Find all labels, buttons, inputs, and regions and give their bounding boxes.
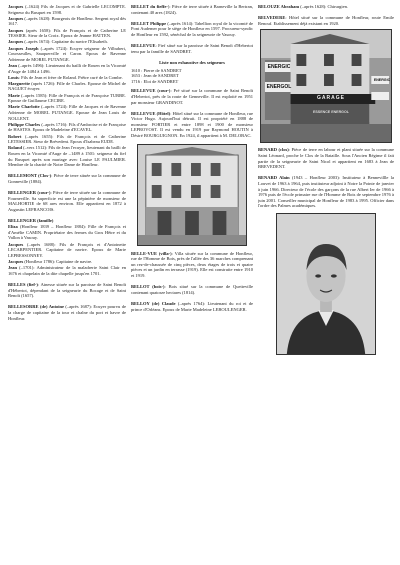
entry-headword: BELLESORRE (de) Antoine xyxy=(8,304,64,310)
entry-headword: Jacques xyxy=(8,4,24,9)
dictionary-entry xyxy=(8,134,126,145)
entry-text: (–après 1764): Lieutenant du roi et de prince d'Orléans. Epoux de Marie Madeleine LEBOULENGER. xyxy=(131,301,253,312)
entry-headword: Jacques xyxy=(8,259,24,265)
dictionary-entry xyxy=(8,104,126,121)
dictionary-entry xyxy=(131,21,253,38)
entry-text: (–après 1716): Fils d'Ambroise et de Françoise de HASTES. Epoux de Madeleine d'ECAVEL. xyxy=(8,121,126,133)
dictionary-entry xyxy=(8,28,126,39)
entry-headword: Marie xyxy=(8,92,20,98)
entry-text: (–après 1724): Fille de Jacques et de Ravenne Adrienne de MOREL PUTANGE. Epouse de Jean Louis de NOLLENT. xyxy=(8,104,126,121)
entry-text: (Honfleur 1786): Capitaine de navire. xyxy=(23,259,93,265)
entry-headword: Robert xyxy=(8,133,22,139)
entry-text: : Fief situé sur la paroisse de Saint Benoît d'Hebertot tenu par la famille de SANDRET. xyxy=(131,43,253,54)
entry-text: (–après 1724): Ecuyer seigneur de Vilbubert, Coursseulles, Sauquerville et Caron. Epoux de Ravenne Adrienne de MOREL PUTANGE. xyxy=(8,45,126,62)
left-column xyxy=(8,4,126,560)
sign-garage: GARAGE xyxy=(317,95,345,102)
entry-text: (Honfleur 1839 – Honfleur 1884): Fille de François et d'Amélie CAMIN. Propriétaire des fermes du Gros Hêtre et du Vallon à Vasouy. xyxy=(8,224,126,241)
dictionary-entry xyxy=(8,224,126,241)
entry-headword: BELLOT (bois-) xyxy=(131,284,165,290)
dictionary-entry xyxy=(8,4,126,15)
seigneur-list-item: 1610 : Pierre de SANDRET xyxy=(131,67,182,73)
entry-headword: BELLOY (de) Claude xyxy=(131,301,176,306)
dictionary-entry xyxy=(8,190,126,212)
sign-energic-1: ENERGIC xyxy=(267,64,291,71)
dictionary-entry xyxy=(8,282,126,299)
entry-text: (–1624) Fils de Jacques et de Gabrielle LECOMPTE. Seigneur du Busquet en 1598. xyxy=(8,4,126,15)
dictionary-entry xyxy=(8,218,126,224)
entry-text: (–après 1655): Fils de François et de Catherine LETESSIER. Sieur de Brévedent. Epoux d'Isabeau EUDE. xyxy=(8,133,126,145)
entry-headword: Louis xyxy=(8,74,19,80)
entry-headword: Jacques xyxy=(8,241,24,247)
dictionary-entry xyxy=(8,122,126,133)
dictionary-entry xyxy=(258,15,394,26)
entry-headword: BELLET du fieffe- xyxy=(131,4,168,9)
seigneur-list-item: 1716 : Eloi de SANDRET xyxy=(131,78,179,84)
entry-headword: BELVEDERE xyxy=(258,15,286,21)
entry-headword: Philippe Charles xyxy=(8,121,41,127)
dictionary-entry xyxy=(8,173,126,184)
signage-overlay xyxy=(261,30,391,142)
entry-text: (–après 1688): Fils de François et d'Antoinette LECARPENTIER. Capitaine de navire. Epoux de Marie LEPRESSONNEY. xyxy=(8,241,126,258)
alain-benard-portrait-photo xyxy=(276,213,376,355)
entry-headword: Marguerite xyxy=(8,80,30,86)
seigneur-list-item: 1653 : Jean de SANDRET xyxy=(131,73,179,79)
entry-headword: BENARD (clos) xyxy=(258,147,289,153)
dictionary-entry xyxy=(8,75,126,81)
entry-text: : Bois situé sur la commune de Quetteville contenant quatorze hectares (1814). xyxy=(131,284,253,295)
entry-headword: Marie Charlotte xyxy=(8,104,40,110)
dictionary-entry xyxy=(258,175,394,209)
sign-energic-2: ENERGIC xyxy=(373,78,391,83)
entry-text: (–après 1585): Fille de François et de Françoise TURBE. Epouse de Guillaume CECIRE. xyxy=(8,92,126,104)
entry-headword: BENARD Alain xyxy=(258,175,290,181)
sign-essence-energol: ESSENCE ENERGOL xyxy=(313,110,349,115)
entry-text: : Pièce de terre située sur la commune de Fourneville. Sa superficie est une la pépinière de monsieur de MALHORTIE de 68 ares environ. Elle appartient en 1872 à Augustin LEFRANCOIS. xyxy=(8,190,126,212)
dictionary-entry xyxy=(8,63,126,74)
entry-headword: BELOUZE Abraham xyxy=(258,4,300,9)
entry-text: : Hôtel situé sur la commune de Honfleur, route Emile Renouf. Etablissement déjà existant en 1920. xyxy=(258,15,394,26)
entry-text: (–1701): Administrateur de la maladrerie Saint Clair en 1676 et chapelain de la dite chapelle jusqu'en 1701. xyxy=(8,265,126,276)
entry-text: : Hôtel situé sur la commune de Honfleur, rue Victor Hugo. Aujourd'hui détruit. Il est propriété en 1888 de monsieur FORTIER et entre 1898 et 1900 de monsieur LEPROVOST. Il est vendu en 1919 par Raymond HOUTIN à Désiré BOURGUIGNON. En 1924, il appartient à M. DELOBAC. xyxy=(131,110,253,139)
dictionary-entry xyxy=(131,251,253,279)
entry-text: (–après 1628): Chirurgien. xyxy=(299,4,349,9)
sign-energol: ENERGOL xyxy=(266,84,292,91)
entry-headword: Roland xyxy=(8,145,23,151)
dictionary-entry xyxy=(131,284,253,295)
belvedere-garage-photo xyxy=(260,29,392,143)
entry-text: (après 1726): Fille de Charles. Epouse de Michel de NAGUET écuyer. xyxy=(8,80,126,92)
entry-text: (–après 1628): Bourgeois de Honfleur. Sergent royal dès 1617. xyxy=(8,15,126,27)
entry-text: : Pré situé sur la commune de Saint Benoît d'Hebertot, près de la route de Genneville. Il est exploité en 1951 par monsieur GRANDINOT. xyxy=(131,88,253,105)
dictionary-entry xyxy=(8,46,126,63)
entry-text: : Villa située sur la commune de Honfleur, rue de l'Homme de Bois, près de l'allée des 36 marches comprenant un rez-de-chaussée de cinq pièces, deux étages de trois et quatre pièces et un jardin en terrasse (1919). Elle est construite entre 1910 et 1919. xyxy=(131,250,253,279)
section-heading: Liste non exhaustive des seigneurs xyxy=(159,59,225,65)
dictionary-entry xyxy=(258,147,394,169)
entry-headword: Eliza xyxy=(8,224,18,230)
entry-headword: Jacques xyxy=(8,27,24,33)
dictionary-entry xyxy=(8,259,126,265)
entry-headword: Jean xyxy=(8,265,17,271)
entry-headword: BELLE-VUE (villa-) xyxy=(131,250,172,256)
entry-headword: BELLEVUE xyxy=(131,43,156,49)
entry-headword: BELLEVUE (Hôtel) xyxy=(131,110,171,116)
entry-headword: Jacques Joseph xyxy=(8,45,39,51)
entry-text: (–après 1614): Tabellion royal de la vicomté de Pont Audemer pour le siège de Honfleur en 1597. Procureur-syndic de Honfleur en 1592, sénéchal de la seigneurie de Vasouy. xyxy=(131,20,253,37)
entry-text: : Ainesse située sur la paroisse de Saint Benoît d'Hébertot, dépendant de la seigneurie du Bocage et de Saint Benoît (1657). xyxy=(8,282,126,299)
entry-headword: BELLEMONT (Clos-) xyxy=(8,173,52,179)
dictionary-entry xyxy=(8,81,126,92)
seigneur-list xyxy=(131,68,253,85)
dictionary-entry xyxy=(8,39,126,45)
dictionary-entry xyxy=(131,43,253,54)
dictionary-entry xyxy=(8,304,126,321)
entry-headword: BELLENGER (famille) xyxy=(8,218,54,224)
dictionary-entry xyxy=(8,16,126,27)
entry-headword: Jacques xyxy=(8,39,24,45)
entry-headword: Jean xyxy=(8,62,17,68)
entry-text: : Fils de Jean et frère de Roland. Prêtre curé de la Combe. xyxy=(18,74,123,80)
entry-headword: BELLET Philippe xyxy=(131,20,167,26)
entry-text: (–après 1496): Lieutenant du bailli de Rouen en la Vicomté d'Auge de 1484 à 1496. xyxy=(8,62,126,74)
dictionary-entry xyxy=(8,93,126,104)
entry-headword: BELLES (fief-) xyxy=(8,282,38,287)
entry-text: (–vers 1512): Fils de Jean l'ecuyer, lieutenant du bailli de Rouen en la Vicomté d'Auge de –1489 à 1501: seigneur du fief du Busquet après son mariage avec Louise LE PAULMIER. Membre de la charité de Notre Dame de Honfleur. xyxy=(8,145,126,168)
dictionary-entry xyxy=(8,145,126,167)
dictionary-entry xyxy=(131,301,253,312)
hotel-bellevue-photo xyxy=(137,144,247,246)
dictionary-entry xyxy=(8,265,126,276)
entry-text: (après 1658): Fils de François et de Catherine LE TESSIER. Sieur de la Croix. Epoux de Jeanne HATTEN. xyxy=(8,27,126,39)
dictionary-entry xyxy=(131,4,253,15)
dictionary-entry xyxy=(258,4,394,10)
entry-headword: Jacques xyxy=(8,15,24,21)
entry-text: ): Pièce de terre située à Barneville la Bertran, contenant 40 ares (1824). xyxy=(131,4,253,15)
entry-text: : Pièce de terre en labour et plant située sur la commune Saint Léonard, proche le Clos de la Bataille. Sous l'Ancien Régime il fait partie de la seigneurie de Saint Nicol et appartient en 1683 à Jean de BREVEDENT. xyxy=(258,147,394,170)
entry-headword: BELLEVUE (cour-) xyxy=(131,88,171,94)
entry-text: (1943 – Honfleur 2003): Instituteur à Bennevillle la Louvet de 1963 à 1964, puis instituteur adjoint à Notre la Pointe de janvier à juin 1966. Directeur de l'école des garçons de la rue Albert Ier de 1966 à 1976 puis de l'école primaire rue de l'Homme de Bois de septembre 1976 à juin 2001. Conseiller municipal de Honfleur de 1983 à 1995. Officier dans l'ordre des Palmes académiques. xyxy=(258,175,394,209)
middle-column xyxy=(131,4,253,560)
entry-headword: BELLENGER (cour-) xyxy=(8,190,51,196)
entry-text: (–après 1687): Ecuyer pourvu de la charge de capitaine de la tour et chalne du port et havre de Honfleur. xyxy=(8,304,126,321)
entry-text: (–après 1674): Capitaine du navire l'Elisabeth. xyxy=(23,39,108,45)
entry-text: : Pièce de terre située sur la commune de Gonneville (1884). xyxy=(8,173,126,184)
dictionary-entry xyxy=(8,242,126,259)
right-column xyxy=(258,4,394,560)
dictionary-entry xyxy=(131,111,253,139)
dictionary-entry xyxy=(131,88,253,105)
